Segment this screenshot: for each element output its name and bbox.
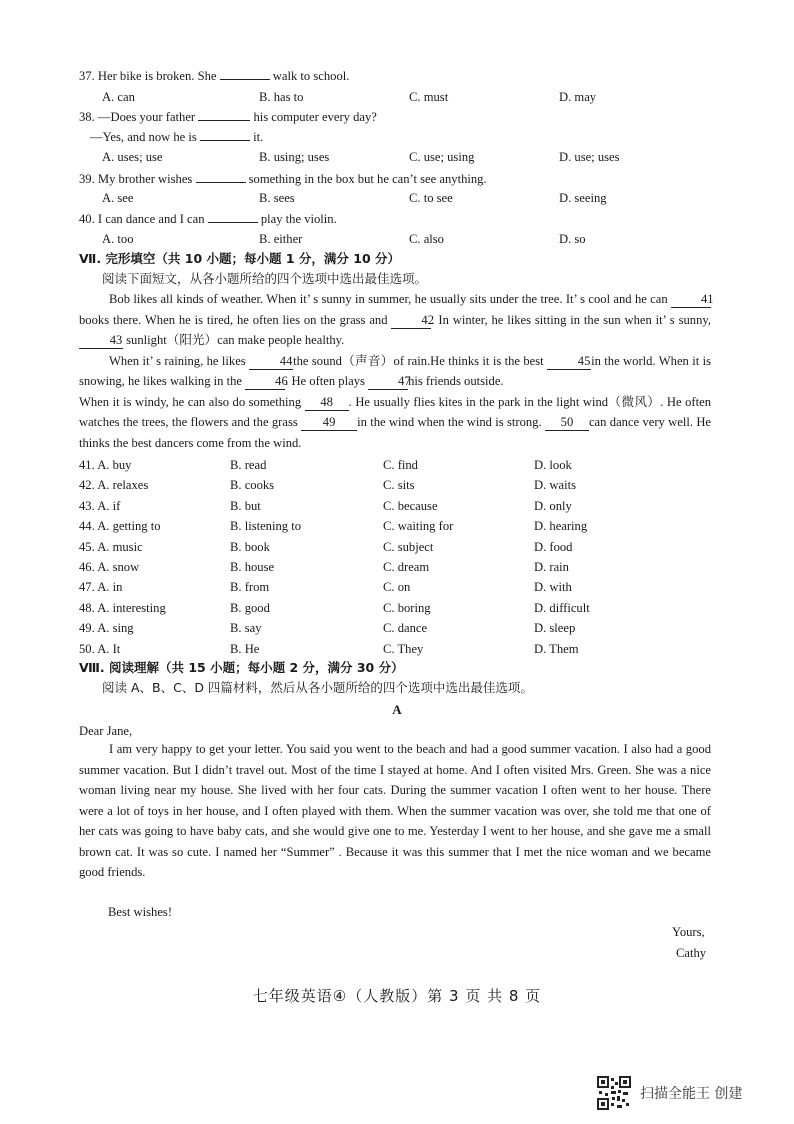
question-38: 38. —Does your father his computer every day? xyxy=(79,110,377,124)
letter-signature: Cathy xyxy=(676,946,707,960)
blank-44: 44 xyxy=(249,354,293,370)
option: C. to see xyxy=(409,191,453,205)
blank-45: 45 xyxy=(547,354,591,370)
option: C. use; using xyxy=(409,150,475,164)
option: A. can xyxy=(102,90,135,104)
cloze-question-option: 43. A. if xyxy=(79,498,121,513)
option: B. either xyxy=(259,232,303,246)
qr-code-icon xyxy=(597,1076,631,1110)
cloze-paragraph-3: When it is windy, he can also do something 48 . He usually flies kites in the park in the light wind（微风）. He often watches the trees, the flowers and the grass 49 in the wind when the wind is strong. 50 can dance very well. He thinks the best dancers come from the wind. xyxy=(79,394,712,450)
cloze-paragraph-2: When it’ s raining, he likes 44the sound（声音）of rain.He thinks it is the best 45in the world. When it is snowing, he likes walking in the 46. He often plays 47his friends outside. xyxy=(79,353,712,388)
blank-49: 49 xyxy=(301,415,357,431)
option: B. good xyxy=(230,600,270,615)
cloze-question-option: 44. A. getting to xyxy=(79,519,161,534)
option: D. hearing xyxy=(534,519,588,534)
option: B. read xyxy=(230,458,267,472)
answer-blank xyxy=(200,128,250,141)
option: C. because xyxy=(383,498,438,513)
option: C. must xyxy=(409,90,449,104)
option: D. food xyxy=(534,539,573,554)
option: C. dream xyxy=(383,560,430,574)
option: D. look xyxy=(534,458,572,472)
cloze-passage xyxy=(79,289,714,453)
option: D. difficult xyxy=(534,600,590,615)
option: D. sleep xyxy=(534,621,576,636)
answer-blank xyxy=(220,67,270,80)
question-37: 37. Her bike is broken. She walk to school. xyxy=(79,69,350,83)
section-7-instruction: 阅读下面短文，从各小题所给的四个选项中选出最佳选项。 xyxy=(102,271,428,286)
option: D. seeing xyxy=(559,191,607,205)
option: C. dance xyxy=(383,621,428,636)
option: D. may xyxy=(559,90,597,104)
option: C. waiting for xyxy=(383,519,454,534)
option: B. book xyxy=(230,539,270,554)
blank-41: 41 xyxy=(671,292,711,308)
cloze-paragraph-1: Bob likes all kinds of weather. When it’ s sunny in summer, he usually sits under the tree. It’ s cool and he can 41 books there. When he is tired, he often lies on the grass and 42. In winter, he likes sitting in the sun when it’ s sunny, 43 sunlight（阳光）can make people healthy. xyxy=(79,292,714,347)
option: A. uses; use xyxy=(102,150,163,164)
cloze-question-option: 48. A. interesting xyxy=(79,600,166,615)
cloze-question-option: 41. A. buy xyxy=(79,458,132,472)
option: C. find xyxy=(383,458,418,472)
option: D. with xyxy=(534,580,572,595)
blank-43: 43 xyxy=(79,333,123,349)
scanner-watermark: 扫描全能王 创建 xyxy=(640,1086,743,1102)
section-8-instruction: 阅读 A、B、C、D 四篇材料，然后从各小题所给的四个选项中选出最佳选项。 xyxy=(102,680,533,695)
option: D. rain xyxy=(534,560,569,574)
question-39: 39. My brother wishes something in the box but he can’t see anything. xyxy=(79,172,487,186)
answer-blank xyxy=(198,108,250,121)
option: D. Them xyxy=(534,641,579,656)
letter-signoff: Yours, xyxy=(672,925,705,939)
cloze-question-option: 47. A. in xyxy=(79,580,123,595)
option: D. use; uses xyxy=(559,150,620,164)
option: B. house xyxy=(230,560,275,574)
cloze-question-option: 50. A. It xyxy=(79,641,121,656)
blank-47: 47 xyxy=(368,374,408,390)
question-40: 40. I can dance and I can play the violin. xyxy=(79,212,337,226)
option: C. They xyxy=(383,641,424,656)
option: B. has to xyxy=(259,90,304,104)
option: B. listening to xyxy=(230,519,302,534)
blank-46: 46 xyxy=(245,374,285,390)
passage-label: A xyxy=(392,702,402,717)
cloze-question-option: 45. A. music xyxy=(79,539,143,554)
cloze-question-option: 42. A. relaxes xyxy=(79,478,149,493)
blank-50: 50 xyxy=(545,415,589,431)
section-7-title: Ⅶ. 完形填空（共 10 小题；每小题 1 分，满分 10 分） xyxy=(79,251,401,266)
option: B. say xyxy=(230,621,262,636)
option: B. cooks xyxy=(230,478,275,493)
blank-48: 48 xyxy=(305,395,349,411)
letter-body: I am very happy to get your letter. You said you went to the beach and had a good summer vacation. I also had a good summer vacation. But I didn’t travel out. Most of the time I stayed at home. And I often visited Mrs. Green. She was a nice woman living near my house. She lived with her four cats. During the summer vacation I often went to her house. There were a lot of toys in her house, and I often played with them. When the summer vacation was over, she told me that one of her cats was going to have baby cats, and she would give one to me. Yesterday I went to her house, and she gave me a small brown cat. It was so cute. I named her “Summer” . Because it was this summer that I met the nice woman and we became good friends. xyxy=(79,742,711,879)
option: A. see xyxy=(102,191,134,205)
letter-greeting: Dear Jane, xyxy=(79,724,133,738)
answer-blank xyxy=(208,210,258,223)
option: C. on xyxy=(383,580,411,595)
section-8-title: Ⅷ. 阅读理解（共 15 小题；每小题 2 分，满分 30 分） xyxy=(79,660,404,675)
option: C. also xyxy=(409,232,444,246)
option: C. subject xyxy=(383,539,434,554)
option: B. but xyxy=(230,498,261,513)
answer-blank xyxy=(196,170,246,183)
page-footer: 七年级英语④（人教版）第 3 页 共 8 页 xyxy=(252,987,542,1005)
option: B. He xyxy=(230,641,260,656)
option: C. boring xyxy=(383,600,431,615)
letter-closing: Best wishes! xyxy=(108,905,173,919)
option: B. from xyxy=(230,580,270,595)
blank-42: 42 xyxy=(391,313,431,329)
option: B. sees xyxy=(259,191,295,205)
option: C. sits xyxy=(383,478,415,493)
question-38-reply: —Yes, and now he is it. xyxy=(90,130,264,144)
option: B. using; uses xyxy=(259,150,330,164)
cloze-question-option: 49. A. sing xyxy=(79,621,134,636)
option: D. waits xyxy=(534,478,576,493)
cloze-question-option: 46. A. snow xyxy=(79,560,140,574)
option: D. so xyxy=(559,232,586,246)
option: A. too xyxy=(102,232,134,246)
option: D. only xyxy=(534,498,572,513)
